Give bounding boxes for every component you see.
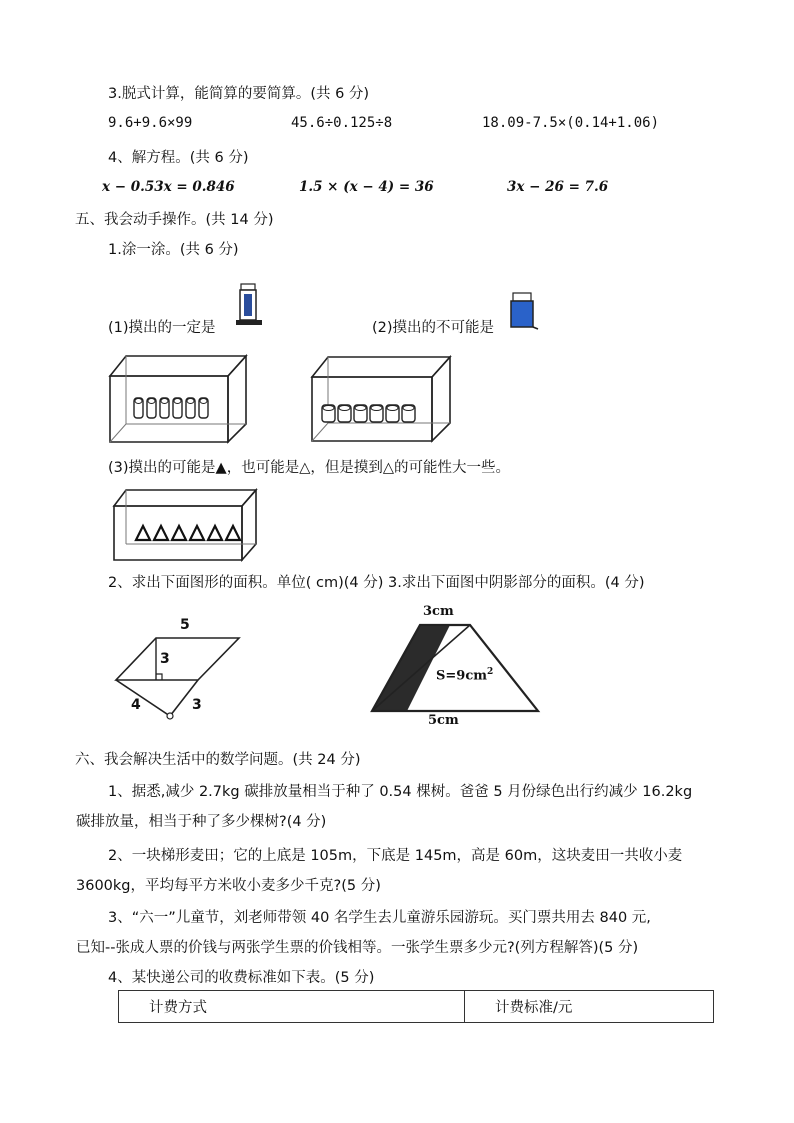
box-2 (310, 353, 458, 445)
q6-3-line2: 已知--张成人票的价钱与两张学生票的价钱相等。一张学生票多少元?(列方程解答)(5 分) (76, 940, 639, 956)
block-icon-2 (508, 291, 540, 333)
box-3-triangles (112, 486, 260, 564)
cylinder-piece (322, 405, 335, 422)
section-six-title: 六、我会解决生活中的数学问题。(共 24 分) (75, 752, 361, 768)
q2-q3-title: 2、求出下面图形的面积。单位( cm)(4 分) 3.求出下面图中阴影部分的面积。(4 分) (108, 575, 645, 591)
q6-1-line1: 1、据悉,减少 2.7kg 碳排放量相当于种了 0.54 棵树。爸爸 5 月份绿色出行约减少 16.2kg (108, 784, 693, 800)
cylinder-piece (354, 405, 367, 422)
fig2-area-label: $S=9cm^2$ (436, 667, 494, 684)
q1-part1-text: (1)摸出的一定是 (108, 320, 216, 336)
cylinder-piece (338, 405, 351, 422)
box-1 (108, 350, 253, 445)
section-3-title: 3.脱式计算，能简算的要简算。(共 6 分) (108, 86, 370, 102)
cylinder-piece (370, 405, 383, 422)
block-icon-1 (236, 282, 266, 328)
table-header-method: 计费方式 (119, 991, 465, 1023)
calc-problem-3: 18.09-7.5×(0.14+1.06) (482, 115, 660, 131)
q1-part2-text: (2)摸出的不可能是 (372, 320, 495, 336)
q6-3-line1: 3、“六一”儿童节，刘老师带领 40 名学生去儿童游乐园游玩。买门票共用去 840 元, (108, 910, 651, 926)
calc-problem-2: 45.6÷0.125÷8 (291, 115, 393, 131)
fee-table (118, 990, 714, 1023)
fig1-left-label: 4 (131, 697, 141, 713)
fig2-bottom-label: 5cm (428, 713, 459, 728)
cylinder-piece (402, 405, 415, 422)
q1-part3-text: (3)摸出的可能是▲，也可能是△，但是摸到△的可能性大一些。 (108, 460, 510, 476)
q1-title: 1.涂一涂。(共 6 分) (108, 242, 239, 258)
equation-1: x − 0.53x = 0.846 (102, 179, 235, 195)
section-4-title: 4、解方程。(共 6 分) (108, 150, 249, 166)
q6-2-line2: 3600kg，平均每平方米收小麦多少千克?(5 分) (76, 878, 381, 894)
table-header-standard: 计费标准/元 (465, 991, 714, 1023)
equation-2: 1.5 × (x − 4) = 36 (299, 179, 434, 195)
section-five-title: 五、我会动手操作。(共 14 分) (75, 212, 274, 228)
table-row (119, 991, 714, 1023)
fig1-top-label: 5 (180, 617, 190, 633)
q6-4-title: 4、某快递公司的收费标准如下表。(5 分) (108, 970, 375, 986)
fig1-height-label: 3 (160, 651, 170, 667)
q6-1-line2: 碳排放量，相当于种了多少棵树?(4 分) (76, 814, 327, 830)
fig1-right-label: 3 (192, 697, 202, 713)
fig2-top-label: 3cm (423, 604, 454, 619)
q6-2-line1: 2、一块梯形麦田；它的上底是 105m，下底是 145m，高是 60m，这块麦田一共收小麦 (108, 848, 683, 864)
equation-3: 3x − 26 = 7.6 (507, 179, 609, 195)
calc-problem-1: 9.6+9.6×99 (108, 115, 193, 131)
cylinder-piece (386, 405, 399, 422)
